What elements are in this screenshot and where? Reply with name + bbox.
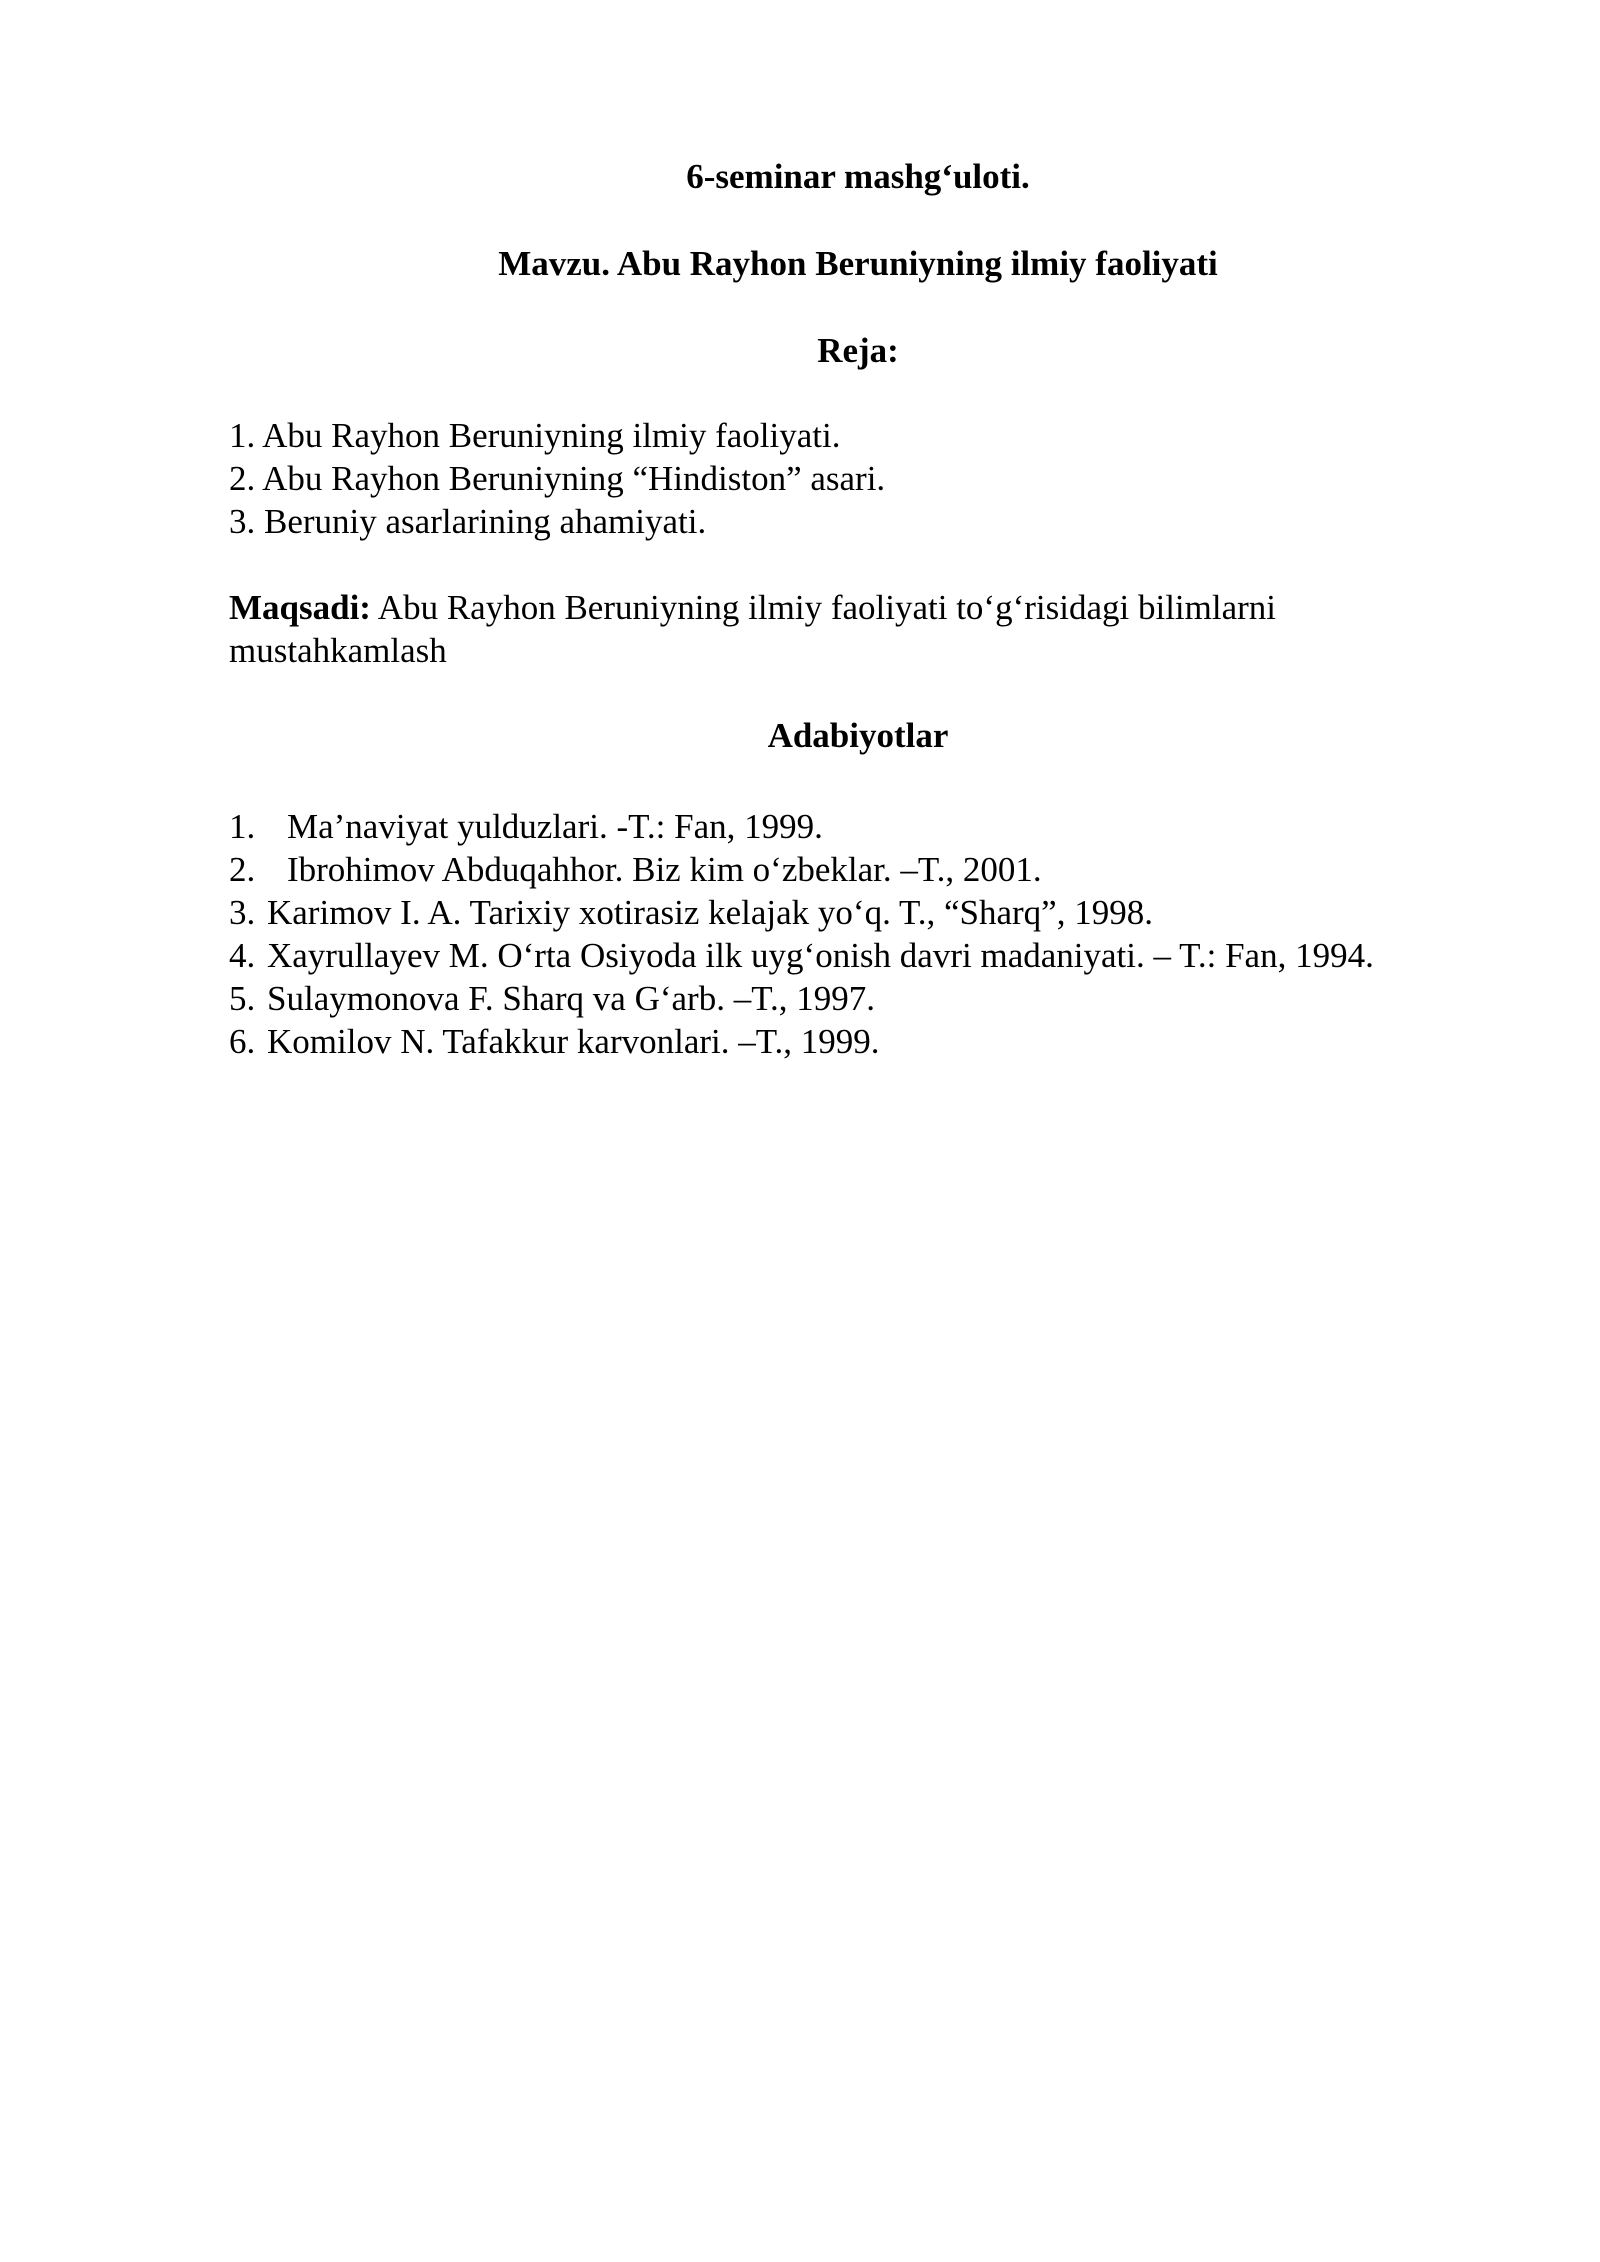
literature-item-number: 3. (229, 893, 256, 932)
plan-item-text: Abu Rayhon Beruniyning ilmiy faoliyati. (262, 416, 841, 455)
plan-item (229, 414, 885, 457)
literature-item-text: Komilov N. Tafakkur karvonlari. –T., 1999. (267, 1022, 880, 1061)
plan-list (229, 414, 885, 543)
literature-item (229, 934, 1374, 977)
literature-item-text: Karimov I. A. Tarixiy xotirasiz kelajak yo‘q. T., “Sharq”, 1998. (267, 893, 1153, 932)
topic-heading: Mavzu. Abu Rayhon Beruniyning ilmiy faoliyati (498, 244, 1218, 283)
plan-item-text: Beruniy asarlarining ahamiyati. (264, 502, 707, 541)
literature-item (229, 891, 1374, 934)
literature-item-text: Ibrohimov Abduqahhor. Biz kim o‘zbeklar. –T., 2001. (287, 850, 1042, 889)
seminar-title: 6-seminar mashg‘uloti. (686, 157, 1030, 196)
literature-item-text: Ma’naviyat yulduzlari. -T.: Fan, 1999. (287, 807, 823, 846)
plan-item-text: Abu Rayhon Beruniyning “Hindiston” asari. (262, 459, 886, 498)
literature-item-number: 2. (229, 850, 256, 889)
goal-paragraph (229, 586, 1429, 672)
literature-item-number: 5. (229, 979, 256, 1018)
literature-list (229, 805, 1374, 1063)
literature-item (229, 848, 1374, 891)
literature-item-number: 4. (229, 936, 256, 975)
plan-item-number: 3. (229, 502, 256, 541)
literature-item-number: 6. (229, 1022, 256, 1061)
literature-item-text: Xayrullayev M. O‘rta Osiyoda ilk uyg‘onish davri madaniyati. – T.: Fan, 1994. (267, 936, 1374, 975)
plan-item (229, 457, 885, 500)
plan-item-number: 2. (229, 459, 256, 498)
literature-item-text: Sulaymonova F. Sharq va G‘arb. –T., 1997. (267, 979, 875, 1018)
plan-heading: Reja: (817, 331, 899, 370)
goal-text: Abu Rayhon Beruniyning ilmiy faoliyati to‘g‘risidagi bilimlarni mustahkamlash (229, 588, 1277, 670)
literature-heading: Adabiyotlar (767, 716, 949, 755)
literature-item (229, 1020, 1374, 1063)
goal-label: Maqsadi: (229, 588, 371, 627)
plan-item-number: 1. (229, 416, 256, 455)
literature-item (229, 977, 1374, 1020)
literature-item (229, 805, 1374, 848)
literature-item-number: 1. (229, 807, 256, 846)
plan-item (229, 500, 885, 543)
